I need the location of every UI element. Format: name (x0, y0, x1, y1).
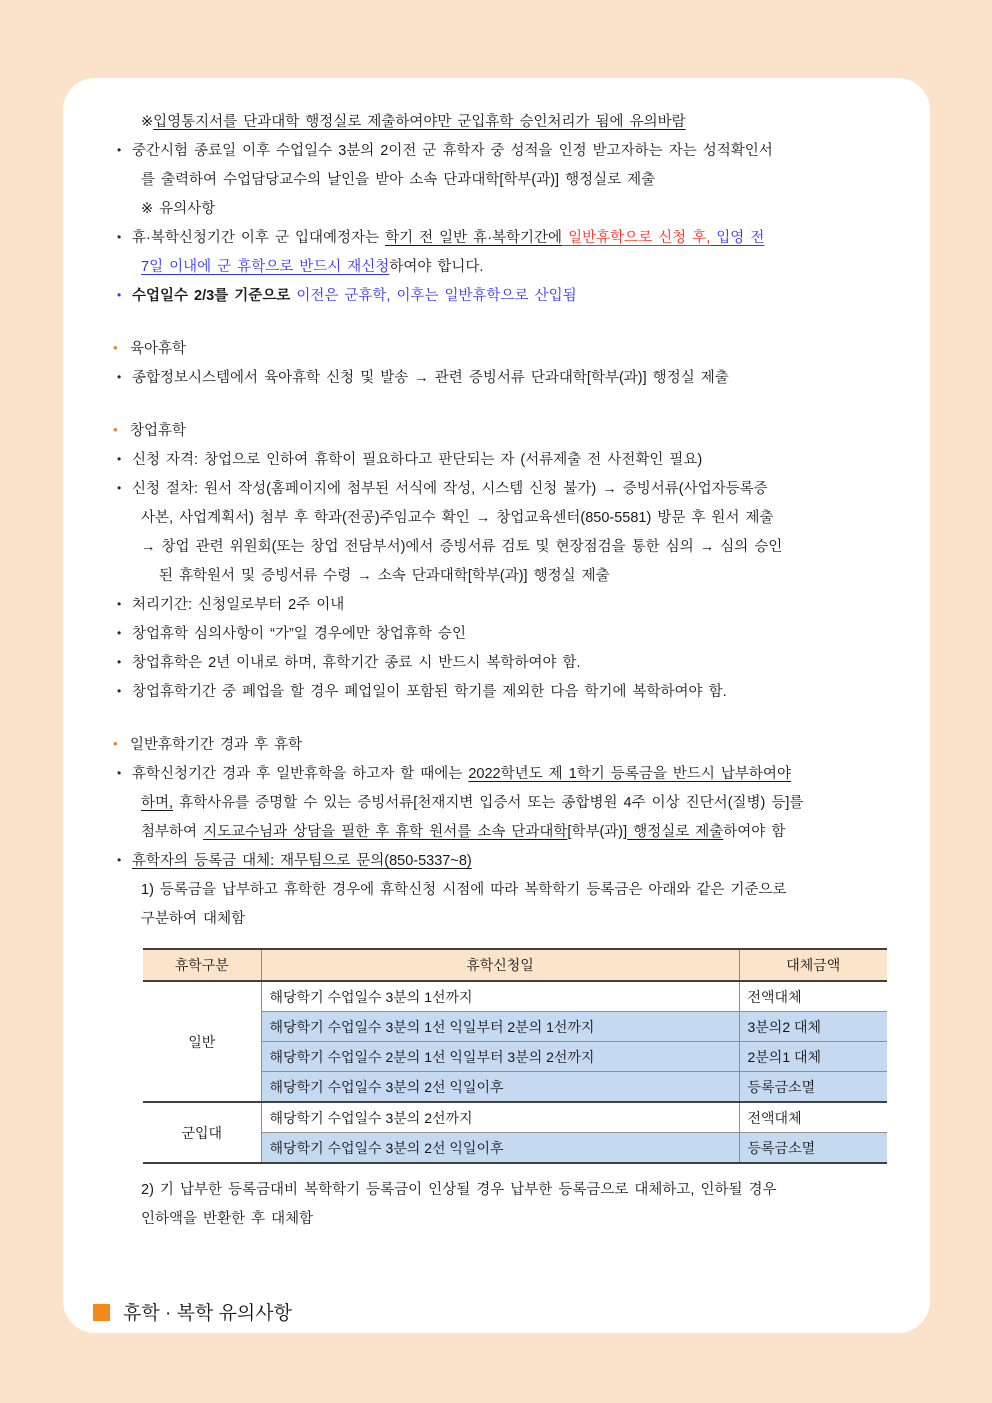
underlined-text: 2022학년도 제 1학기 등록금을 반드시 납부하여야 (468, 766, 791, 782)
bullet-icon: • (117, 452, 122, 466)
bullet-item (117, 591, 896, 620)
text-line (141, 789, 896, 818)
bullet-icon: • (117, 626, 122, 640)
bullet-icon: • (117, 481, 122, 495)
item-text: 를 출력하여 수업담당교수의 날인을 받아 소속 단과대학[학부(과)] 행정실로 제출 (141, 172, 656, 188)
bullet-icon: • (117, 853, 122, 867)
underlined-text: 학기 전 일반 휴·복학기간에 (385, 230, 563, 246)
bullet-item (117, 620, 896, 649)
bullet-icon: • (117, 143, 122, 157)
bullet-item-reapply (117, 224, 896, 253)
text-line (141, 504, 896, 533)
blue-highlight-text: 7일 이내에 군 휴학으로 반드시 재신청 (141, 259, 390, 275)
underlined-text: 행정실로 제출 (627, 824, 724, 840)
amount-cell: 전액대체 (739, 1102, 887, 1133)
table-row (143, 981, 887, 1012)
category-cell: 군입대 (143, 1102, 261, 1163)
text-line (141, 253, 896, 282)
item-text: 창업휴학기간 중 폐업을 할 경우 폐업일이 포함된 학기를 제외한 다음 학기에 복학하여야 함. (132, 684, 727, 700)
bullet-icon: • (117, 370, 122, 384)
bullet-item (117, 364, 896, 393)
bullet-item-midterm (117, 137, 896, 166)
text-line (141, 533, 896, 562)
amount-cell: 등록금소멸 (739, 1072, 887, 1103)
header-cell-category: 휴학구분 (143, 949, 261, 981)
amount-cell: 3분의2 대체 (739, 1012, 887, 1042)
item-text: [학부(과)] (567, 824, 628, 840)
red-highlight-text: 일반휴학으로 신청 후, (562, 230, 711, 246)
item-text: 첨부하여 (141, 824, 204, 840)
bullet-item (117, 760, 896, 789)
item-text: 신청 자격: 창업으로 인하여 휴학이 필요하다고 판단되는 자 (서류제출 전 사전확인 필요) (132, 452, 703, 468)
reference-mark: ※ (141, 114, 154, 130)
item-text: → 창업 관련 위원회(또는 창업 전담부서)에서 증빙서류 검토 및 현장점검을 통한 심의 → 심의 승인 (141, 539, 783, 555)
bullet-icon: • (117, 288, 122, 302)
category-cell: 일반 (143, 981, 261, 1102)
header-cell-date: 휴학신청일 (261, 949, 739, 981)
section-title-text: 일반휴학기간 경과 후 휴학 (130, 737, 303, 753)
amount-cell: 전액대체 (739, 981, 887, 1012)
tuition-replacement-table-wrap (143, 948, 896, 1164)
item-text: 1) 등록금을 납부하고 휴학한 경우에 휴학신청 시점에 따라 복학학기 등록금은 아래와 같은 기준으로 (141, 882, 787, 898)
item-text: 사본, 사업계획서) 첨부 후 학과(전공)주임교수 확인 → 창업교육센터(850-5581) 방문 후 원서 제출 (141, 510, 774, 526)
table-row (143, 1102, 887, 1133)
bold-text: 수업일수 2/3를 기준으로 (132, 288, 297, 304)
item-text: 신청 절차: 원서 작성(홈페이지에 첨부된 서식에 작성, 시스템 신청 불가) → 증빙서류(사업자등록증 (132, 481, 768, 497)
bullet-icon: • (117, 684, 122, 698)
tuition-replacement-table (143, 948, 887, 1164)
section-heading-notes (93, 1298, 896, 1325)
item-text: 2) 기 납부한 등록금대비 복학학기 등록금이 인상될 경우 납부한 등록금으로 대체하고, 인하될 경우 (141, 1182, 777, 1198)
item-text: ※ 유의사항 (141, 201, 216, 217)
date-cell: 해당학기 수업일수 3분의 1선 익일부터 2분의 1선까지 (261, 1012, 739, 1042)
text-line (159, 562, 896, 591)
item-text: 종합정보시스템에서 육아휴학 신청 및 발송 → 관련 증빙서류 단과대학[학부(과)] 행정실 제출 (132, 370, 729, 386)
text-line (141, 818, 896, 847)
bullet-icon: • (117, 655, 122, 669)
bullet-icon: • (113, 422, 118, 437)
underlined-text: 하며, (141, 795, 174, 811)
bullet-icon: • (113, 736, 118, 751)
military-notice-note (141, 108, 896, 137)
item-text: 구분하여 대체함 (141, 911, 246, 927)
underlined-text: 휴학자의 등록금 대체: 재무팀으로 문의(850-5337~8) (132, 853, 472, 869)
bullet-item-basis (117, 282, 896, 311)
underlined-text: 지도교수님과 상담을 필한 후 휴학 원서를 소속 단과대학 (203, 824, 568, 840)
text-line (141, 166, 896, 195)
caution-subheading (141, 195, 896, 224)
section-title-startup (113, 416, 896, 446)
bullet-icon: • (117, 597, 122, 611)
date-cell: 해당학기 수업일수 3분의 2선 익일이후 (261, 1133, 739, 1164)
item-text: 된 휴학원서 및 증빙서류 수령 → 소속 단과대학[학부(과)] 행정실 제출 (159, 568, 610, 584)
blue-highlight-text: 이전은 군휴학, 이후는 일반휴학으로 산입됨 (296, 288, 577, 304)
item-text: 창업휴학은 2년 이내로 하며, 휴학기간 종료 시 반드시 복학하여야 함. (132, 655, 581, 671)
item-text: 처리기간: 신청일로부터 2주 이내 (132, 597, 345, 613)
section-title-text: 창업휴학 (130, 423, 187, 439)
amount-cell: 2분의1 대체 (739, 1042, 887, 1072)
header-cell-amount: 대체금액 (739, 949, 887, 981)
item-text: 인하액을 반환한 후 대체함 (141, 1211, 314, 1227)
bullet-icon: • (113, 340, 118, 355)
square-bullet-icon (93, 1304, 110, 1321)
section-heading-text: 휴학 · 복학 유의사항 (123, 1303, 292, 1324)
bullet-item (117, 847, 896, 876)
bullet-item (117, 475, 896, 504)
blue-highlight-text: 입영 전 (710, 230, 765, 246)
date-cell: 해당학기 수업일수 3분의 1선까지 (261, 981, 739, 1012)
section-title-overdue (113, 730, 896, 760)
table-header-row (143, 949, 887, 981)
text-line (141, 1205, 896, 1234)
note-text: 입영통지서를 단과대학 행정실로 제출하여야만 군입휴학 승인처리가 됨에 유의바람 (153, 114, 686, 130)
text-line (141, 905, 896, 934)
item-text: 휴·복학신청기간 이후 군 입대예정자는 (132, 230, 386, 246)
bullet-icon: • (117, 766, 122, 780)
item-text: 중간시험 종료일 이후 수업일수 3분의 2이전 군 휴학자 중 성적을 인정 받고자하는 자는 성적확인서 (132, 143, 773, 159)
section-title-text: 육아휴학 (130, 341, 187, 357)
section-title-childcare (113, 334, 896, 364)
content-panel (63, 78, 930, 1333)
item-text: 휴학사유를 증명할 수 있는 증빙서류[천재지변 입증서 또는 종합병원 4주 이상 진단서(질병) 등]를 (173, 795, 804, 811)
bullet-item (117, 446, 896, 475)
numbered-item-1 (141, 876, 896, 905)
date-cell: 해당학기 수업일수 2분의 1선 익일부터 3분의 2선까지 (261, 1042, 739, 1072)
bullet-item (117, 649, 896, 678)
date-cell: 해당학기 수업일수 3분의 2선 익일이후 (261, 1072, 739, 1103)
item-text: 창업휴학 심의사항이 “가”일 경우에만 창업휴학 승인 (132, 626, 466, 642)
item-text: 하여야 함 (723, 824, 786, 840)
amount-cell: 등록금소멸 (739, 1133, 887, 1164)
numbered-item-2 (141, 1176, 896, 1205)
bullet-item (117, 678, 896, 707)
bullet-icon: • (117, 230, 122, 244)
item-text: 하여야 합니다. (389, 259, 484, 275)
date-cell: 해당학기 수업일수 3분의 2선까지 (261, 1102, 739, 1133)
item-text: 휴학신청기간 경과 후 일반휴학을 하고자 할 때에는 (132, 766, 469, 782)
